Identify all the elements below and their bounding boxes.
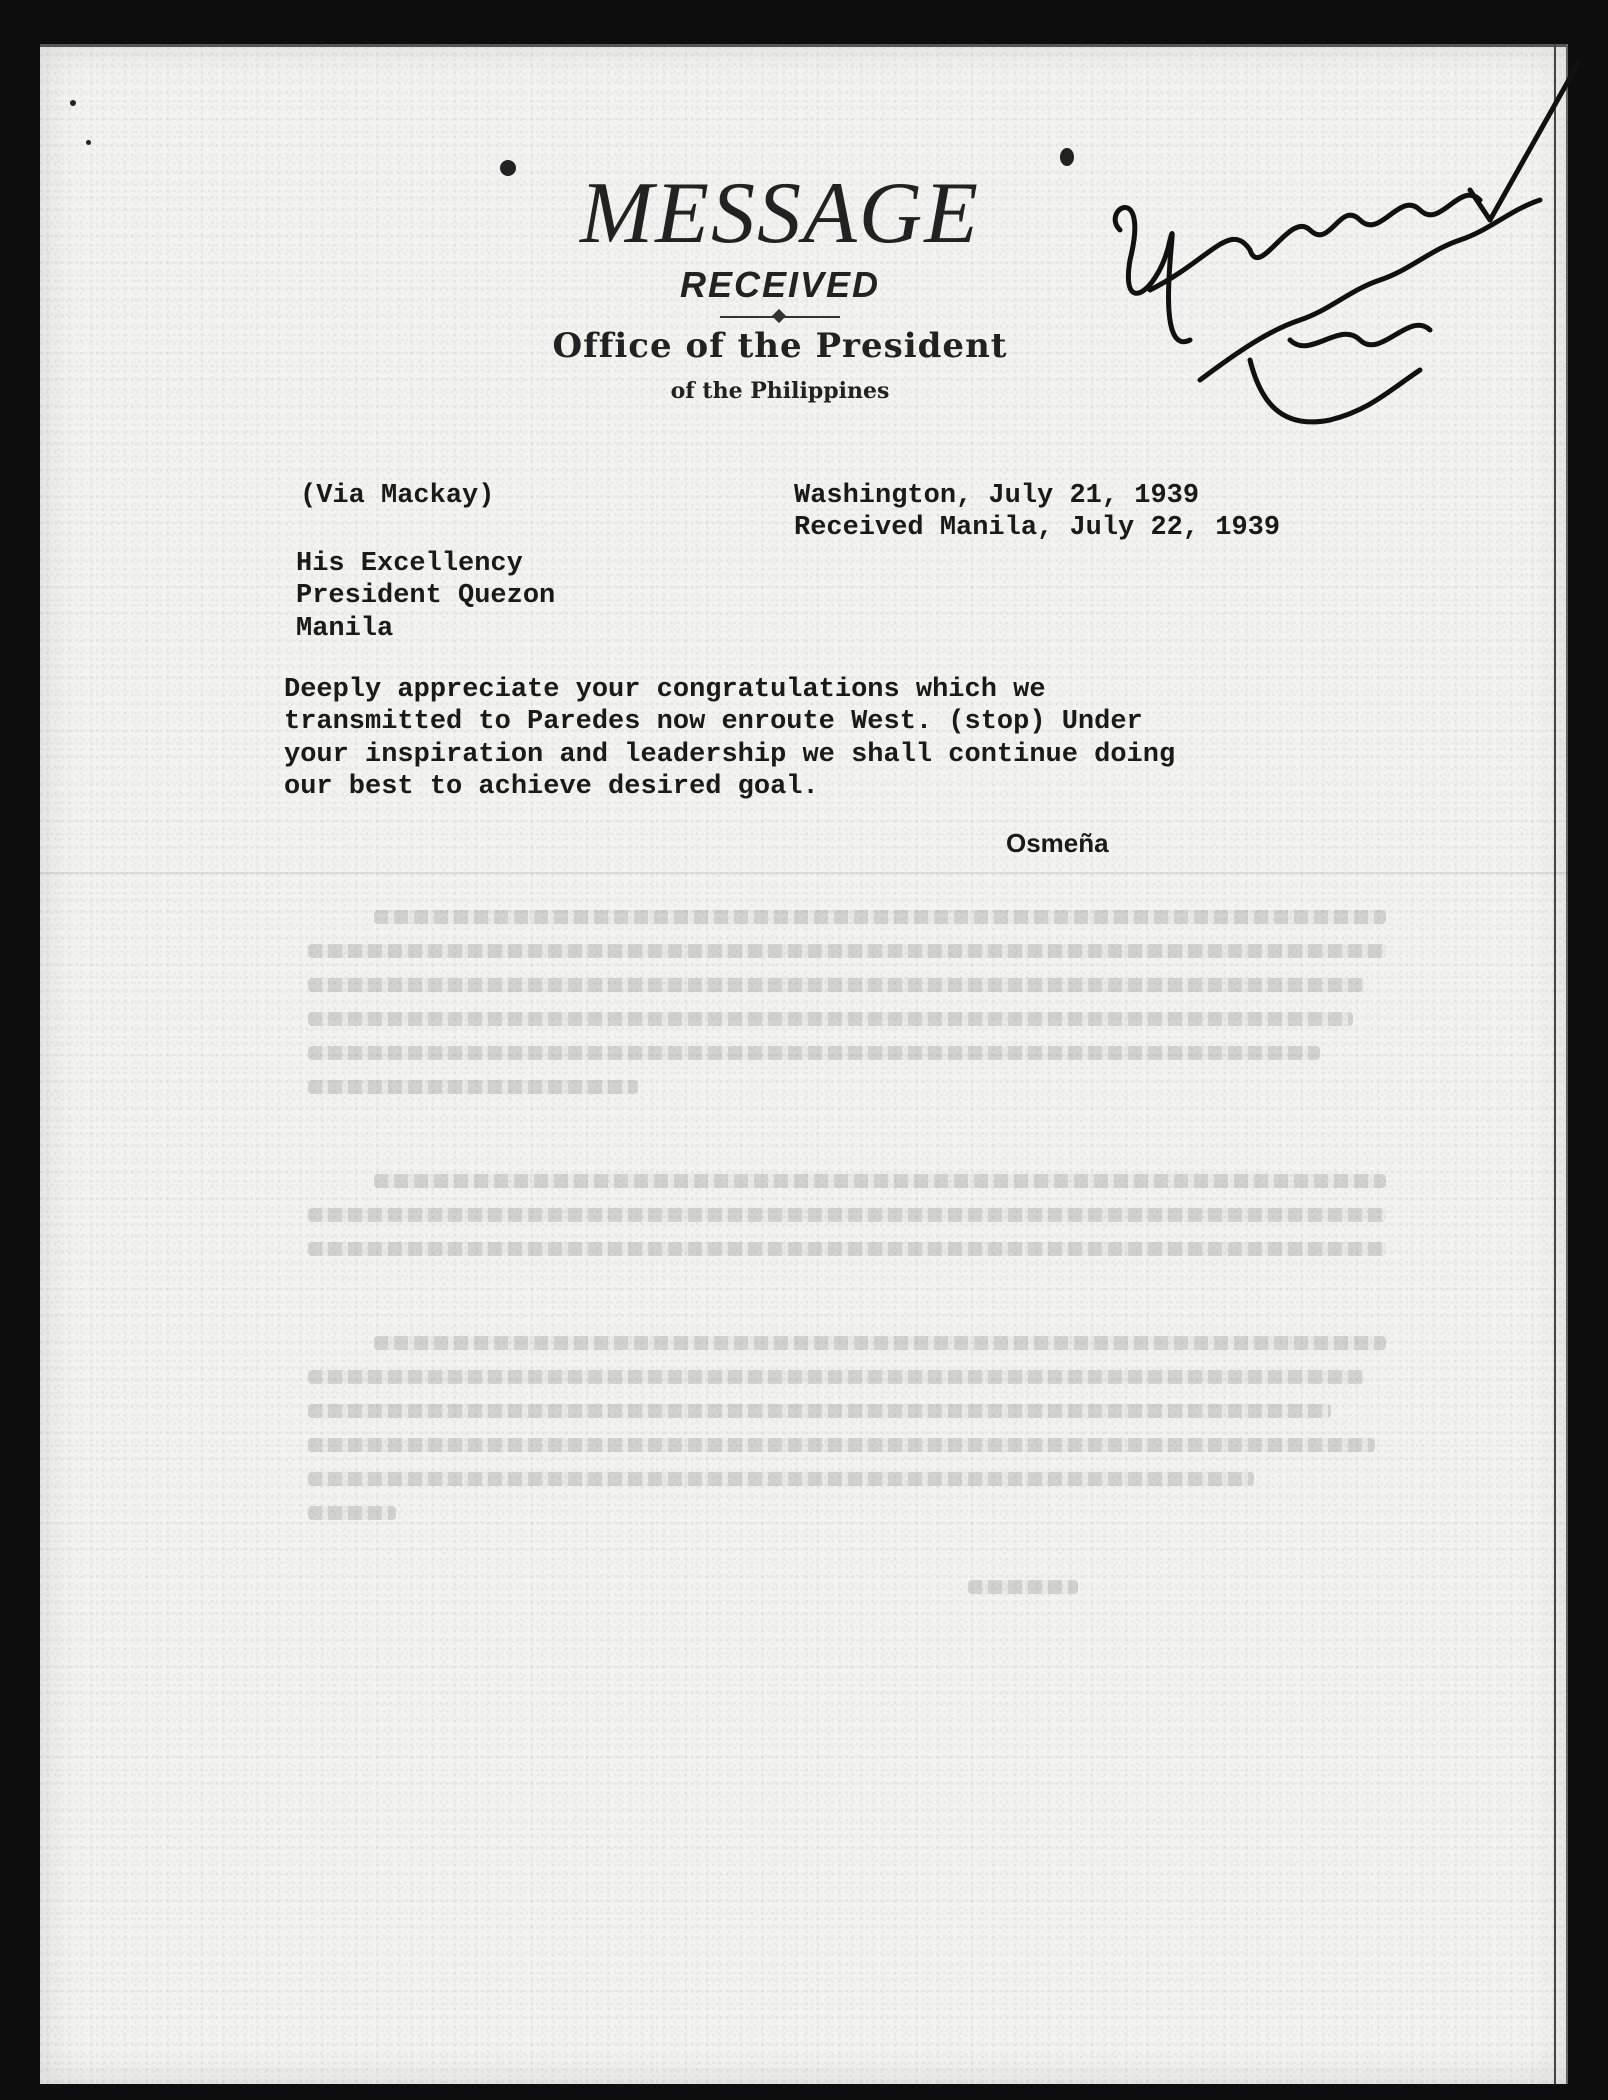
message-body: Deeply appreciate your congratulations which we transmitted to Paredes now enroute West. (stop) Under your inspiration and leadership we shall continue doing our best to achieve desired goal. bbox=[284, 675, 1176, 803]
received-date: Received Manila, July 22, 1939 bbox=[794, 513, 1281, 544]
bleed-line bbox=[308, 1472, 1254, 1486]
bleed-line bbox=[374, 910, 1386, 924]
bleed-line bbox=[308, 1242, 1386, 1256]
letterhead-country: of the Philippines bbox=[670, 378, 890, 404]
bleed-line bbox=[374, 1174, 1386, 1188]
bleed-line bbox=[308, 1438, 1375, 1452]
bleed-line bbox=[308, 1080, 638, 1094]
sent-date: Washington, July 21, 1939 bbox=[794, 481, 1200, 511]
bleed-line bbox=[308, 1370, 1364, 1384]
bleed-line bbox=[308, 1046, 1320, 1060]
bleed-line bbox=[968, 1580, 1078, 1594]
dateline bbox=[794, 480, 1280, 545]
addressee-block bbox=[296, 548, 555, 645]
letterhead-office: Office of the President bbox=[552, 326, 1008, 366]
addressee-line: His Excellency bbox=[296, 549, 523, 579]
bleed-line bbox=[308, 1404, 1331, 1418]
sender-signature: Osmeña bbox=[1006, 828, 1109, 858]
bleed-line bbox=[308, 1012, 1353, 1026]
bleed-line bbox=[308, 1506, 396, 1520]
bleed-line bbox=[308, 944, 1386, 958]
bleed-line bbox=[308, 1208, 1386, 1222]
bleed-line bbox=[374, 1336, 1386, 1350]
transmission-via: (Via Mackay) bbox=[300, 481, 495, 511]
addressee-line: President Quezon bbox=[296, 581, 556, 612]
letterhead bbox=[420, 165, 1140, 404]
bleed-through-text bbox=[308, 910, 1408, 1610]
letterhead-ornament bbox=[720, 316, 840, 318]
bleed-line bbox=[308, 978, 1364, 992]
ink-speck bbox=[1060, 148, 1074, 166]
letterhead-subtitle: RECEIVED bbox=[679, 264, 881, 305]
addressee-line: Manila bbox=[296, 613, 394, 644]
page-top-edge bbox=[40, 44, 1568, 53]
ink-speck bbox=[86, 140, 91, 145]
handwritten-annotation bbox=[1090, 60, 1590, 460]
fold-line bbox=[40, 872, 1568, 874]
letterhead-title: MESSAGE bbox=[579, 165, 981, 262]
ink-speck bbox=[70, 100, 76, 106]
